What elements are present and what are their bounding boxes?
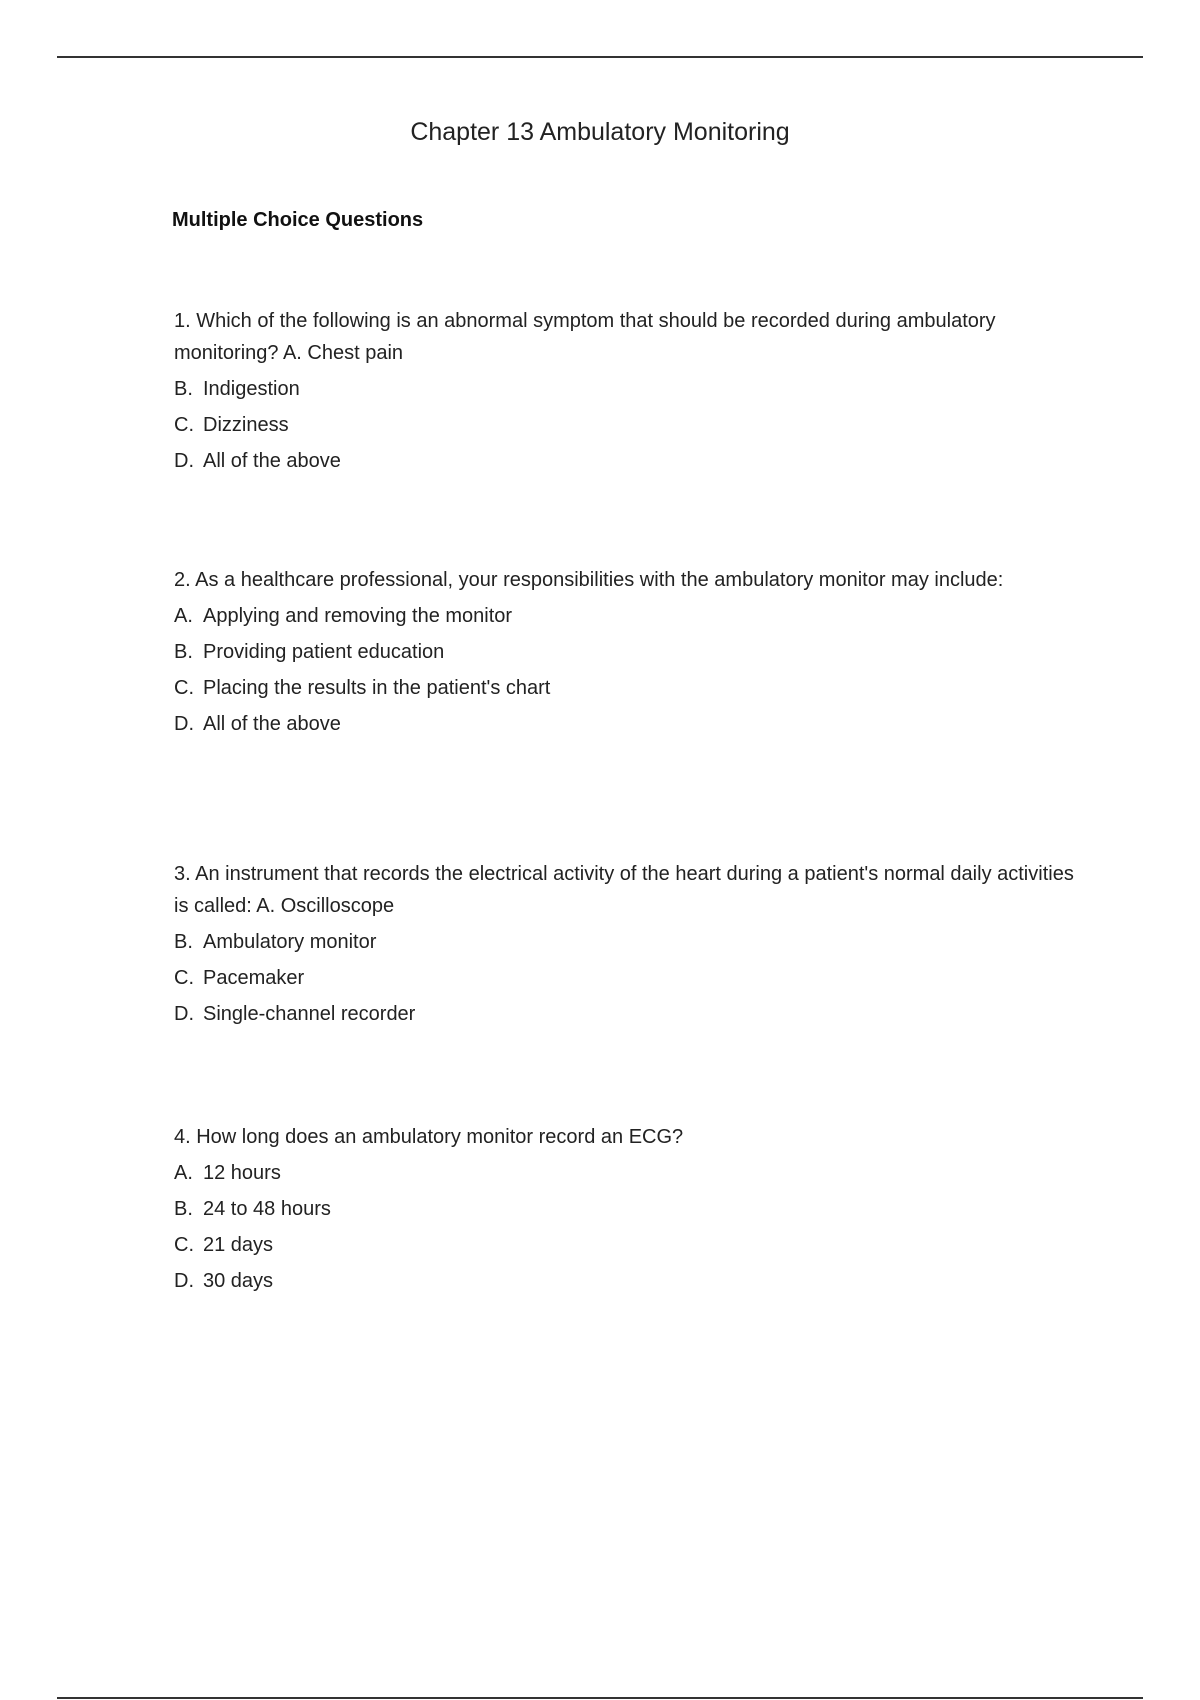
inline-option: A. Chest pain (282, 342, 404, 364)
option-item (174, 371, 1074, 407)
option-text: All of the above (203, 713, 341, 735)
option-text: 12 hours (203, 1162, 281, 1184)
inline-option: A. Oscilloscope (256, 895, 395, 917)
section-heading: Multiple Choice Questions (172, 209, 424, 231)
option-letter: D. (174, 1003, 194, 1025)
option-text: Pacemaker (203, 967, 305, 989)
option-item (174, 996, 1074, 1032)
option-letter: A. (174, 1162, 193, 1184)
question-stem-text: 3. An instrument that records the electrical activity of the heart during a patient's normal daily activities is called: (174, 863, 1074, 917)
option-letter: B. (174, 641, 193, 663)
option-text: 30 days (203, 1270, 274, 1292)
question-stem (174, 305, 1074, 369)
option-text: Dizziness (203, 414, 289, 436)
question-2 (174, 564, 1074, 742)
page-title: Chapter 13 Ambulatory Monitoring (410, 118, 790, 146)
option-letter: B. (174, 1198, 193, 1220)
option-item (174, 443, 1074, 479)
option-text: Applying and removing the monitor (203, 605, 513, 627)
option-letter: B. (174, 378, 193, 400)
option-item (174, 1191, 1074, 1227)
option-text: Ambulatory monitor (203, 931, 377, 953)
option-item (174, 670, 1074, 706)
option-text: All of the above (203, 450, 341, 472)
question-stem (174, 858, 1074, 922)
option-letter: C. (174, 414, 194, 436)
option-item (174, 1227, 1074, 1263)
option-item (174, 634, 1074, 670)
option-letter: C. (174, 1234, 194, 1256)
option-item (174, 960, 1074, 996)
option-item (174, 706, 1074, 742)
question-3 (174, 858, 1074, 1032)
option-list (174, 598, 1074, 742)
option-letter: A. (174, 605, 193, 627)
option-letter: D. (174, 713, 194, 735)
option-letter: D. (174, 450, 194, 472)
question-stem: 4. How long does an ambulatory monitor record an ECG? (174, 1126, 684, 1148)
question-stem: 2. As a healthcare professional, your responsibilities with the ambulatory monitor may include: (174, 569, 1004, 591)
option-item (174, 598, 1074, 634)
option-text: Single-channel recorder (203, 1003, 416, 1025)
option-text: Providing patient education (203, 641, 445, 663)
option-list (174, 924, 1074, 1032)
option-letter: C. (174, 967, 194, 989)
question-stem-text: 1. Which of the following is an abnormal symptom that should be recorded during ambulatory monitoring? (174, 310, 996, 364)
option-item (174, 407, 1074, 443)
option-letter: C. (174, 677, 194, 699)
option-letter: B. (174, 931, 193, 953)
option-text: Placing the results in the patient's chart (203, 677, 551, 699)
footer-rule (57, 1697, 1143, 1699)
option-letter: D. (174, 1270, 194, 1292)
option-list (174, 371, 1074, 479)
header-rule (57, 56, 1143, 58)
question-4 (174, 1121, 1074, 1299)
option-item (174, 1155, 1074, 1191)
option-item (174, 924, 1074, 960)
option-list (174, 1155, 1074, 1299)
option-item (174, 1263, 1074, 1299)
option-text: 24 to 48 hours (203, 1198, 331, 1220)
option-text: Indigestion (203, 378, 300, 400)
question-1 (174, 305, 1074, 479)
option-text: 21 days (203, 1234, 274, 1256)
